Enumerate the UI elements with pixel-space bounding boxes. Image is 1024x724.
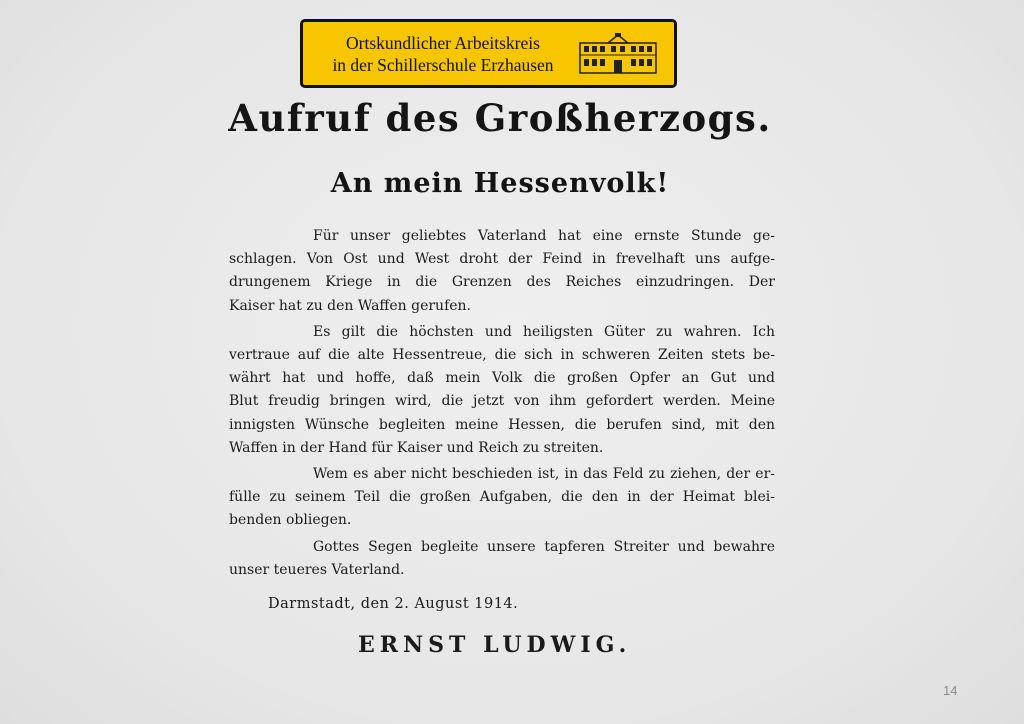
paragraph-line: vertraue auf die alte Hessentreue, die sich in schweren Zeiten stets be- — [229, 347, 775, 364]
paragraph-line: Wem es aber nicht beschieden ist, in das Feld zu ziehen, der er- — [313, 466, 775, 483]
paragraph-line: benden obliegen. — [229, 512, 352, 529]
document-title: Aufruf des Großherzogs. — [228, 96, 772, 140]
badge-line-1: Ortskundlicher Arbeitskreis — [346, 32, 540, 53]
paragraph-line: unser teueres Vaterland. — [229, 561, 405, 578]
header-badge — [300, 19, 677, 88]
place-date: Darmstadt, den 2. August 1914. — [268, 596, 519, 612]
paragraph-line: Für unser geliebtes Vaterland hat eine ernste Stunde ge- — [313, 228, 775, 244]
badge-line-2: in der Schillerschule Erzhausen — [332, 54, 554, 75]
paragraph-line: schlagen. Von Ost und West droht der Feind in frevelhaft uns aufge- — [229, 251, 775, 268]
paragraph-line: währt hat und hoffe, daß mein Volk die großen Opfer an Gut und — [229, 370, 775, 387]
paragraph-line: Es gilt die höchsten und heiligsten Güter zu wahren. Ich — [313, 323, 775, 340]
paragraph — [229, 321, 775, 460]
paragraph — [229, 225, 775, 318]
paragraph-line: Gottes Segen begleite unsere tapferen Streiter und bewahre — [313, 538, 775, 555]
page-number: 14 — [943, 683, 958, 698]
proclamation-body — [229, 225, 775, 582]
badge-text — [309, 32, 577, 76]
signature: ERNST LUDWIG. — [358, 632, 632, 658]
paragraph — [229, 463, 775, 533]
document-subtitle: An mein Hessenvolk! — [330, 168, 670, 199]
paragraph-line: fülle zu seinem Teil die großen Aufgaben, die den in der Heimat blei- — [229, 489, 775, 506]
paragraph-line: Blut freudig bringen wird, die jetzt von ihm gefordert werden. Meine — [229, 393, 775, 410]
paragraph-line: innigsten Wünsche begleiten meine Hessen, die berufen sind, mit den — [229, 416, 775, 433]
paragraph-line: Waffen in der Hand für Kaiser und Reich zu streiten. — [229, 439, 604, 456]
paragraph-line: drungenem Kriege in die Grenzen des Reiches einzudringen. Der — [229, 274, 775, 291]
paragraph — [229, 536, 775, 582]
paragraph-line: Kaiser hat zu den Waffen gerufen. — [229, 297, 471, 314]
school-building-icon — [578, 33, 658, 75]
